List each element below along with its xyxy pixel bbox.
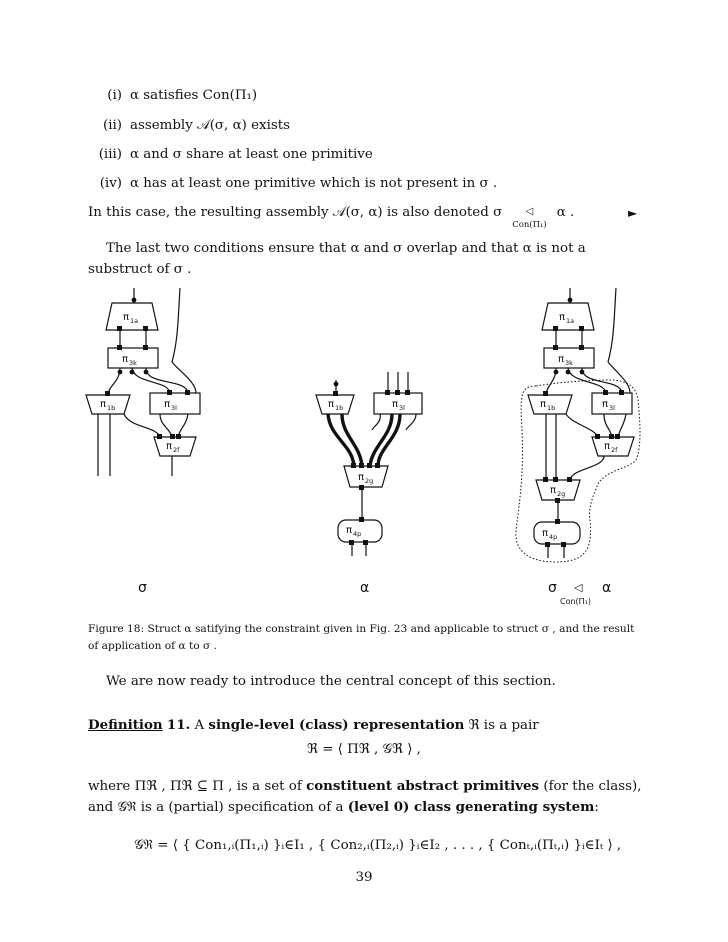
label-sub3l-left: 3l [171, 404, 177, 412]
where-c: 𝒢ℜ is a (partial) specification of a [117, 800, 344, 815]
result-label-sub: Con(Π₁) [560, 597, 592, 606]
label-pi3l-left: π [164, 399, 171, 410]
label-pi4p-right: π [542, 528, 549, 539]
definition-text-b: ℜ is a pair [468, 718, 539, 733]
case-text: In this case, the resulting assembly 𝒜(σ, α) is also denoted σ [88, 205, 503, 220]
case-operator: ◁ [525, 206, 534, 217]
label-sub3l-right: 3l [609, 404, 615, 412]
generating-system-formula: 𝒢ℜ = ⟨ { Con₁,ᵢ(Π₁,ᵢ) }ᵢ∈I₁ , { Con₂,ᵢ(Π₂,ᵢ) }ᵢ∈I₂ , . . . , { Conₜ,ᵢ(Πₜ,ᵢ) }ᵢ∈Iₜ ⟩ , [134, 838, 622, 853]
condition-num: (i) [107, 88, 122, 103]
end-of-definition-marker: ► [628, 206, 638, 220]
case-subscript: Con(Π₁) [512, 220, 547, 230]
condition-num: (iv) [99, 176, 122, 191]
definition-text-a: A [194, 718, 205, 733]
paragraph-overlap: The last two conditions ensure that α and σ overlap and that α is not a substruct of σ . [88, 241, 586, 277]
label-pi1a-left: π [123, 312, 130, 323]
label-sub4p-mid: 4p [353, 530, 362, 538]
label-pi2f-left: π [166, 441, 173, 452]
page-number: 39 [355, 870, 373, 885]
label-pi1b-right: π [540, 399, 547, 410]
struct-result-diagram [516, 288, 640, 562]
label-sub4p-right: 4p [549, 533, 558, 541]
label-pi1b-mid: π [328, 399, 335, 410]
label-sub2g-right: 2g [557, 490, 566, 498]
label-pi1b-left: π [100, 399, 107, 410]
label-pi1a-right: π [559, 312, 566, 323]
label-sub1b-mid: 1b [335, 404, 344, 412]
condition-text: α satisfies Con(Π₁) [130, 88, 258, 103]
label-sub1b-right: 1b [547, 404, 556, 412]
condition-text: α and σ share at least one primitive [130, 147, 373, 162]
condition-num: (iii) [98, 147, 122, 162]
figure-caption: Figure 18: Struct α satifying the constraint given in Fig. 23 and applicable to struct σ , and the result of application of α to σ . [88, 623, 635, 652]
result-label-sigma: σ [548, 580, 557, 596]
label-sub2f-right: 2f [611, 446, 618, 454]
label-pi3k-right: π [558, 354, 565, 365]
label-sub1a-left: 1a [130, 317, 139, 325]
definition-11 [88, 715, 644, 736]
definition-label: Definition [88, 717, 163, 733]
where-term3: (level 0) class generating system [347, 799, 595, 815]
label-sub3l-mid: 3l [399, 404, 405, 412]
label-pi4p-mid: π [346, 525, 353, 536]
definition-where [88, 776, 644, 818]
label-sub3k-right: 3k [565, 359, 573, 367]
case-end: α . [556, 205, 575, 220]
result-label-alpha: α [602, 580, 612, 596]
where-d: : [594, 800, 599, 815]
definition-formula: ℜ = ⟨ Πℜ , 𝒢ℜ ⟩ , [307, 742, 421, 757]
label-pi3l-mid: π [392, 399, 399, 410]
condition-text: assembly 𝒜(σ, α) exists [130, 118, 290, 133]
condition-text: α has at least one primitive which is not present in σ . [130, 176, 498, 191]
label-sub2f-left: 2f [173, 446, 180, 454]
label-pi2g-mid: π [358, 472, 365, 483]
label-sub2g-mid: 2g [365, 477, 374, 485]
condition-num: (ii) [102, 118, 122, 133]
label-pi2g-right: π [550, 485, 557, 496]
definition-term: single-level (class) representation [208, 717, 465, 733]
label-sub1b-left: 1b [107, 404, 116, 412]
where-b: (for the class), and [88, 779, 642, 815]
label-pi2f-right: π [604, 441, 611, 452]
where-a: where Πℜ , Πℜ ⊆ Π , is a set of [88, 779, 302, 794]
label-sub3k-left: 3k [129, 359, 137, 367]
struct-sigma-diagram [86, 288, 200, 476]
struct-label-alpha: α [360, 580, 370, 596]
struct-label-sigma: σ [138, 580, 147, 596]
label-pi3l-right: π [602, 399, 609, 410]
definition-number: 11. [166, 717, 191, 733]
paragraph-intro: We are now ready to introduce the central concept of this section. [106, 674, 556, 689]
label-pi3k-left: π [122, 354, 129, 365]
result-label-op: ◁ [574, 581, 583, 594]
label-sub1a-right: 1a [566, 317, 575, 325]
where-term2: constituent abstract primitives [306, 778, 540, 794]
